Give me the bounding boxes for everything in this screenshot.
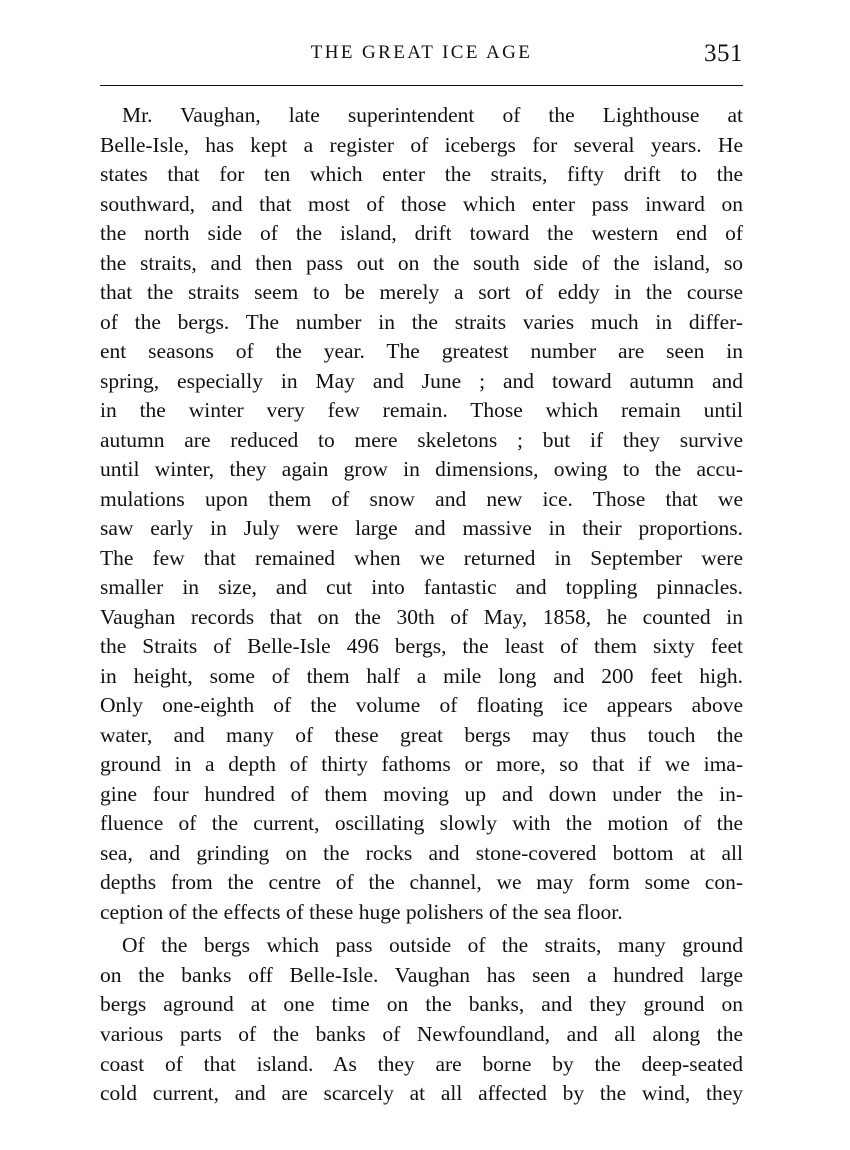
text-line: water, and many of these great bergs may thus touch the [100,722,743,747]
text-line: smaller in size, and cut into fantastic and toppling pinnacles. [100,575,743,600]
header-rule [100,85,743,86]
text-line: in height, some of them half a mile long and 200 feet high. [100,663,743,688]
text-line: Only one-eighth of the volume of floating ice appears above [100,693,743,718]
text-line: Belle-Isle, has kept a register of icebergs for several years. He [100,132,743,157]
text-line: coast of that island. As they are borne by the deep-seated [100,1051,743,1076]
text-line: the north side of the island, drift toward the western end of [100,221,743,246]
paragraph [100,931,743,1108]
text-line: various parts of the banks of Newfoundland, and all along the [100,1021,743,1046]
page-number: 351 [704,40,743,67]
text-line: autumn are reduced to mere skeletons ; but if they survive [100,427,743,452]
text-line: ent seasons of the year. The greatest number are seen in [100,339,743,364]
text-line: Mr. Vaughan, late superintendent of the Lighthouse at [122,103,743,127]
text-line: saw early in July were large and massive in their proportions. [100,516,743,541]
text-line: Of the bergs which pass outside of the straits, many ground [122,933,743,958]
text-line: the straits, and then pass out on the south side of the island, so [100,250,743,275]
text-line: sea, and grinding on the rocks and stone-covered bottom at all [100,840,743,865]
text-line: that the straits seem to be merely a sort of eddy in the course [100,280,743,305]
text-line: southward, and that most of those which enter pass inward on [100,191,743,216]
text-line: cold current, and are scarcely at all affected by the wind, they [100,1081,743,1106]
text-line: bergs aground at one time on the banks, and they ground on [100,992,743,1017]
text-line: Vaughan records that on the 30th of May, 1858, he counted in [100,604,743,629]
text-line: in the winter very few remain. Those which remain until [100,398,743,423]
text-line: The few that remained when we returned in September were [100,545,743,570]
body-text [100,101,743,1109]
text-line: ception of the effects of these huge polishers of the sea floor. [100,899,623,924]
text-line: ground in a depth of thirty fathoms or more, so that if we ima- [100,752,743,777]
text-line: of the bergs. The number in the straits varies much in differ- [100,309,743,334]
text-line: fluence of the current, oscillating slowly with the motion of the [100,811,743,836]
text-line: spring, especially in May and June ; and toward autumn and [100,368,743,393]
text-line: on the banks off Belle-Isle. Vaughan has seen a hundred large [100,962,743,987]
paragraph [100,101,743,927]
text-line: mulations upon them of snow and new ice. Those that we [100,486,743,511]
text-line: the Straits of Belle-Isle 496 bergs, the least of them sixty feet [100,634,743,659]
text-line: states that for ten which enter the straits, fifty drift to the [100,162,743,187]
running-head [100,40,743,72]
text-line: until winter, they again grow in dimensions, owing to the accu- [100,457,743,482]
running-title: THE GREAT ICE AGE [310,42,533,63]
text-line: depths from the centre of the channel, we may form some con- [100,870,743,895]
text-line: gine four hundred of them moving up and down under the in- [100,781,743,806]
